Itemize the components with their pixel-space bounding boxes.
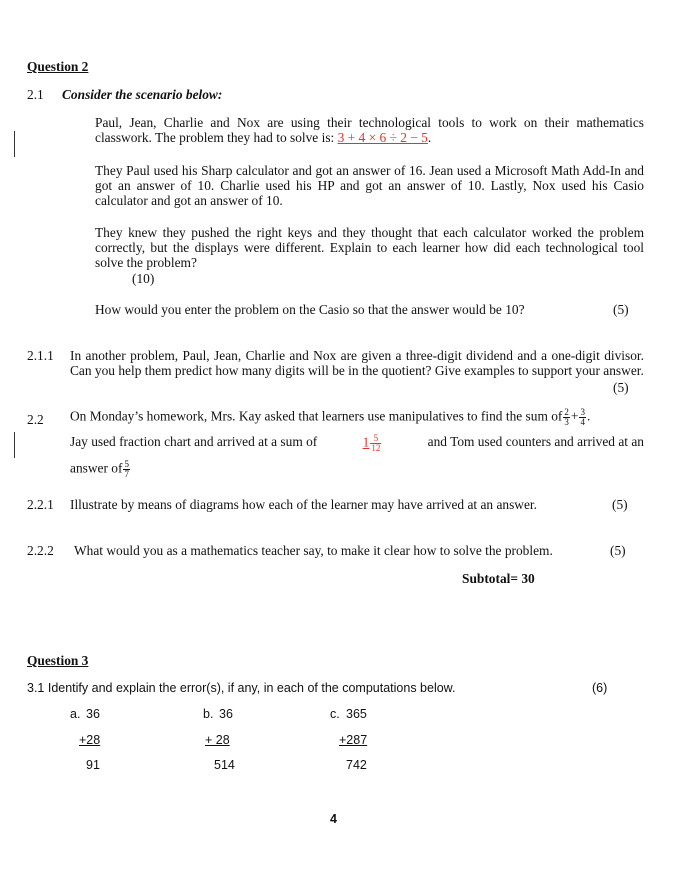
computation-b-addend: + 28 — [205, 733, 230, 747]
revision-bar — [14, 432, 15, 458]
computation-b-label: b. — [203, 707, 214, 721]
computation-a-result: 91 — [86, 758, 100, 772]
scenario-text: Paul, Jean, Charlie and Nox are using their technological tools to work on their mathematics classwork. The problem they had to solve is: — [95, 115, 644, 145]
question-2-heading: Question 2 — [27, 59, 89, 74]
section-2-2-line-2 — [70, 434, 644, 453]
tom-text: and Tom used counters and arrived at an — [427, 434, 644, 449]
period: . — [427, 130, 432, 145]
marks-2-2-2: (5) — [610, 543, 626, 558]
computation-c-result: 742 — [346, 758, 367, 772]
marks-3-1: (6) — [592, 681, 608, 695]
revision-bar — [14, 131, 15, 157]
jay-text: Jay used fraction chart and arrived at a sum of — [70, 434, 318, 449]
section-2-1-1-number: 2.1.1 — [27, 348, 54, 363]
page-number: 4 — [330, 812, 337, 826]
scenario-paragraph-3: They knew they pushed the right keys and they thought that each calculator worked the problem correctly, but the displays were different. Explain to each learner how did each technological tool solve the problem? — [95, 225, 644, 270]
computation-b-result: 514 — [214, 758, 235, 772]
computation-a-label: a. — [70, 707, 81, 721]
homework-text: On Monday’s homework, Mrs. Kay asked that learners use manipulatives to find the sum of — [70, 408, 563, 424]
section-2-1-1-text: In another problem, Paul, Jean, Charlie and Nox are given a three-digit dividend and a one-digit divisor. Can you help them predict how many digits will be in the quotient? Give examples to support your answer. — [70, 348, 644, 378]
fraction-five-sevenths: $\frac{5}{7}$ — [124, 459, 129, 479]
section-3-1-text: 3.1 Identify and explain the error(s), if any, in each of the computations below. — [27, 681, 456, 695]
section-2-2-1-text: Illustrate by means of diagrams how each of the learner may have arrived at an answer. — [70, 497, 537, 512]
fraction-three-quarters: $\frac{3}{4}$ — [580, 407, 585, 427]
marks-2-2-1: (5) — [612, 497, 628, 512]
scenario-paragraph-2: They Paul used his Sharp calculator and got an answer of 16. Jean used a Microsoft Math Add-In and got an answer of 10. Charlie used his HP and got an answer of 10. Lastly, Nox used his Casio calculator and got an answer of 10. — [95, 163, 644, 208]
section-2-2-number: 2.2 — [27, 412, 44, 427]
casio-question: How would you enter the problem on the Casio so that the answer would be 10? — [95, 302, 525, 317]
section-2-2-line-1 — [70, 408, 650, 427]
period: . — [586, 408, 591, 424]
computation-b-top: 36 — [219, 707, 233, 721]
computation-c-top: 365 — [346, 707, 367, 721]
section-2-2-2-text: What would you as a mathematics teacher say, to make it clear how to solve the problem. — [74, 543, 553, 558]
subtotal: Subtotal= 30 — [462, 571, 535, 586]
mixed-number: 1 $\frac{5}{12}$ — [362, 433, 381, 453]
section-2-1-number: 2.1 — [27, 87, 44, 102]
computation-a-top: 36 — [86, 707, 100, 721]
computation-a-addend: +28 — [79, 733, 101, 747]
section-2-2-2-number: 2.2.2 — [27, 543, 54, 558]
problem-expression: 3 + 4 × 6 ÷ 2 − 5 — [337, 130, 428, 145]
marks-2-1-1: (5) — [613, 380, 629, 395]
computation-c-addend: +287 — [339, 733, 368, 747]
scenario-paragraph-1 — [95, 115, 644, 145]
section-2-2-1-number: 2.2.1 — [27, 497, 54, 512]
question-3-heading: Question 3 — [27, 653, 89, 668]
plus-sign: + — [570, 408, 579, 424]
fraction-two-thirds: $\frac{2}{3}$ — [564, 407, 569, 427]
computation-c-label: c. — [330, 707, 340, 721]
section-2-2-line-3 — [70, 460, 131, 479]
marks-10: (10) — [132, 271, 155, 286]
answer-of-text: answer of — [70, 460, 123, 476]
section-2-1-title: Consider the scenario below: — [62, 87, 223, 102]
marks-casio: (5) — [613, 302, 629, 317]
